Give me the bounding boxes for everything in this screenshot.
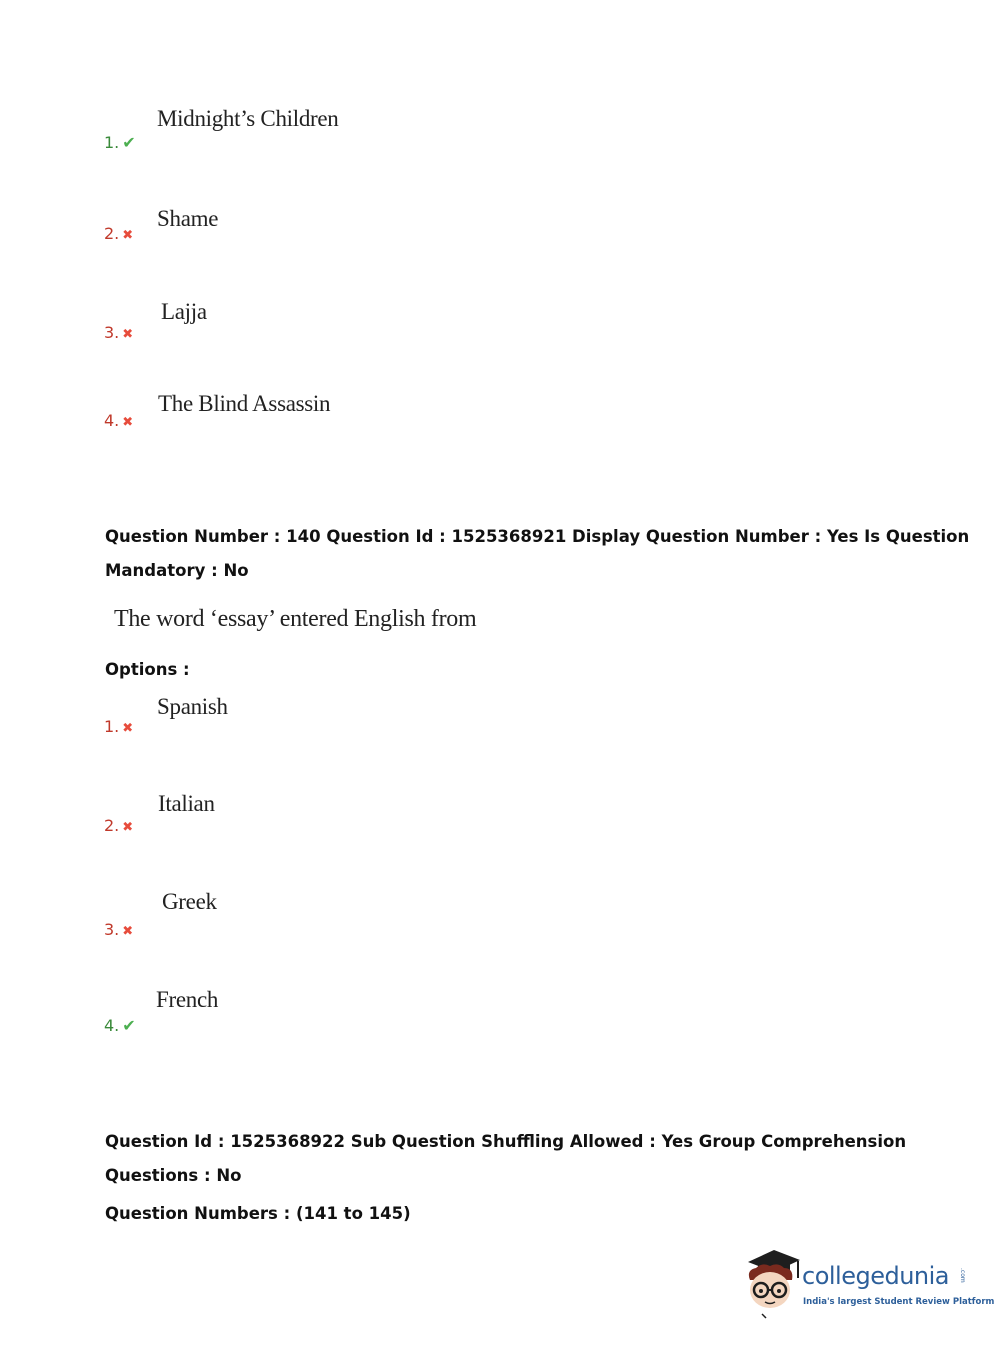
option-text: The Blind Assassin: [158, 391, 331, 416]
option-text: Midnight’s Children: [157, 106, 339, 131]
question-meta-line2: Mandatory : No: [105, 561, 249, 580]
group-meta-line2: Questions : No: [105, 1166, 242, 1185]
group-meta-line3: Question Numbers : (141 to 145): [105, 1204, 411, 1223]
options-label: Options :: [105, 660, 190, 679]
question-meta-line1: Question Number : 140 Question Id : 1525368921 Display Question Number : Yes Is Question: [105, 527, 970, 546]
option-number: 3. ✖: [104, 323, 134, 342]
option-number: 1. ✔: [104, 133, 136, 152]
option-number: 3. ✖: [104, 920, 134, 939]
option-number: 4. ✔: [104, 1016, 136, 1035]
option-text: French: [156, 987, 219, 1012]
cross-icon: ✖: [122, 327, 134, 342]
question-text: The word ‘essay’ entered English from: [114, 606, 477, 632]
logo-tagline: India's largest Student Review Platform: [803, 1297, 995, 1307]
check-icon: ✔: [122, 1016, 136, 1035]
option-number: 2. ✖: [104, 816, 134, 835]
option-text: Greek: [162, 889, 217, 914]
option-text: Lajja: [161, 299, 207, 324]
mascot-icon: [740, 1248, 804, 1322]
option-number: 2. ✖: [104, 224, 134, 243]
option-number: 4. ✖: [104, 411, 134, 430]
option-number: 1. ✖: [104, 717, 134, 736]
option-text: Italian: [158, 791, 215, 816]
cross-icon: ✖: [122, 415, 134, 430]
logo-dotcom: .com: [959, 1268, 966, 1283]
cross-icon: ✖: [122, 228, 134, 243]
cross-icon: ✖: [122, 721, 134, 736]
collegedunia-logo: [740, 1248, 995, 1322]
group-meta-line1: Question Id : 1525368922 Sub Question Shuffling Allowed : Yes Group Comprehension: [105, 1132, 907, 1151]
option-text: Spanish: [157, 694, 228, 719]
cross-icon: ✖: [122, 820, 134, 835]
option-text: Shame: [157, 206, 219, 231]
cross-icon: ✖: [122, 924, 134, 939]
check-icon: ✔: [122, 133, 136, 152]
logo-wordmark: collegedunia: [802, 1262, 950, 1290]
